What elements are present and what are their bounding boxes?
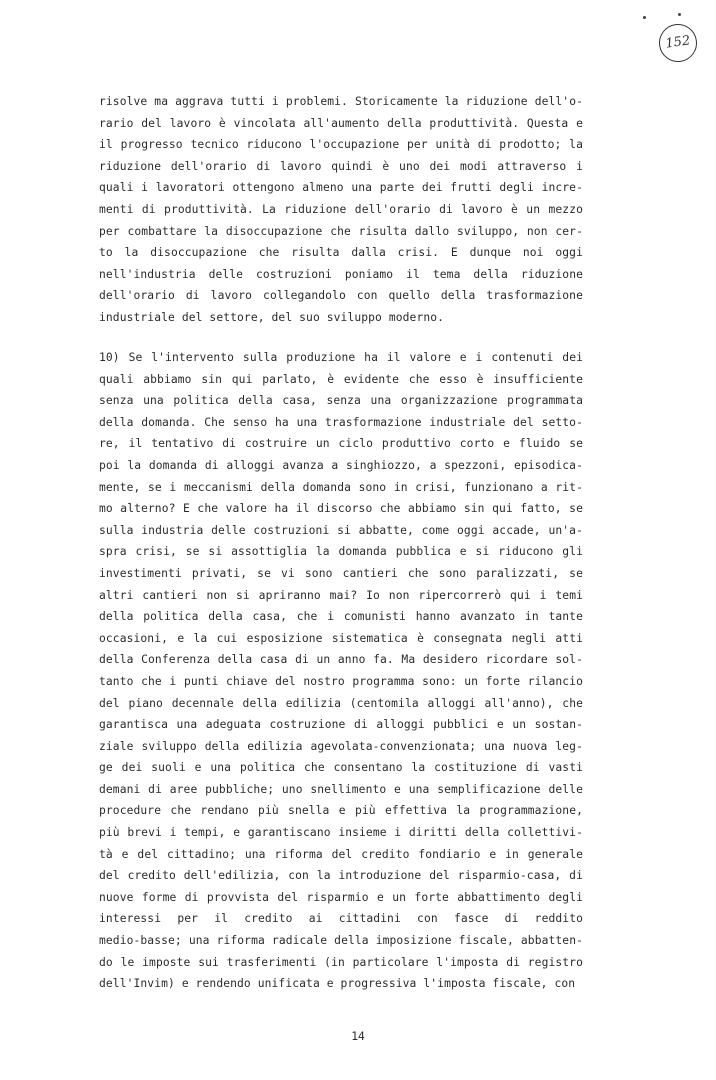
text-line: to la disoccupazione che risulta dalla crisi. E dunque noi oggi <box>99 246 583 260</box>
text-line: più brevi i tempi, e garantiscano insieme i diritti della collettivi- <box>99 826 583 840</box>
text-line: do le imposte sui trasferimenti (in particolare l'imposta di registro <box>99 955 583 969</box>
text-line: quali i lavoratori ottengono almeno una parte dei frutti degli incre- <box>99 181 583 195</box>
text-line: mente, se i meccanismi della domanda sono in crisi, funzionano a rit- <box>99 480 583 494</box>
text-line: della politica della casa, che i comunisti hanno avanzato in tante <box>99 610 583 624</box>
text-line: menti di produttività. La riduzione dell'orario di lavoro è un mezzo <box>99 202 583 216</box>
text-line: ziale sviluppo della edilizia agevolata-convenzionata; una nuova leg- <box>99 739 583 753</box>
speck-mark <box>678 13 681 16</box>
page-stamp: 152 <box>657 22 700 65</box>
text-line: il progresso tecnico riducono l'occupazione per unità di prodotto; la <box>99 138 583 152</box>
text-line: tanto che i punti chiave del nostro programma sono: un forte rilancio <box>99 674 583 688</box>
text-line: procedure che rendano più snella e più effettiva la programmazione, <box>99 804 583 818</box>
text-line: ge dei suoli e una politica che consentano la costituzione di vasti <box>99 761 583 775</box>
text-line: dell'orario di lavoro collegandolo con quello della trasformazione <box>99 289 583 303</box>
page-number: 14 <box>351 1030 365 1043</box>
text-line: per combattare la disoccupazione che risulta dallo sviluppo, non cer- <box>99 224 583 238</box>
text-line: riduzione dell'orario di lavoro quindi è uno dei modi attraverso i <box>99 159 583 173</box>
text-line: senza una politica della casa, senza una organizzazione programmata <box>99 394 583 408</box>
text-line: occasioni, e la cui esposizione sistematica è consegnata negli atti <box>99 631 583 645</box>
text-line: poi la domanda di alloggi avanza a singhiozzo, a spezzoni, episodica- <box>99 458 583 472</box>
text-line: risolve ma aggrava tutti i problemi. Storicamente la riduzione dell'o- <box>99 95 583 108</box>
text-line: nell'industria delle costruzioni poniamo il tema della riduzione <box>99 267 583 281</box>
speck-mark <box>643 16 646 19</box>
text-line: demani di aree pubbliche; uno snellimento e una semplificazione delle <box>99 782 583 796</box>
text-line: altri cantieri non si apriranno mai? Io non ripercorrerò qui i temi <box>99 588 583 602</box>
text-line: sulla industria delle costruzioni si abbatte, come oggi accade, un'a- <box>99 523 583 537</box>
text-line: nuove forme di provvista del risparmio e un forte abbattimento degli <box>99 890 583 904</box>
paragraph-2 <box>99 347 583 995</box>
text-line: del piano decennale della edilizia (centomila alloggi all'anno), che <box>99 696 583 710</box>
text-line: garantisca una adeguata costruzione di alloggi pubblici e un sostan- <box>99 718 583 732</box>
text-line: spra crisi, se si assottiglia la domanda pubblica e si riducono gli <box>99 545 583 559</box>
text-line: quali abbiamo sin qui parlato, è evidente che esso è insufficiente <box>99 372 583 386</box>
text-line: della domanda. Che senso ha una trasformazione industriale del setto- <box>99 415 583 429</box>
text-line: rario del lavoro è vincolata all'aumento della produttività. Questa e <box>99 116 583 130</box>
text-line: della Conferenza della casa di un anno fa. Ma desidero ricordare sol- <box>99 653 583 667</box>
text-line: industriale del settore, del suo sviluppo moderno. <box>99 310 445 324</box>
text-line: tà e del cittadino; una riforma del credito fondiario e in generale <box>99 847 583 861</box>
text-line: del credito dell'edilizia, con la introduzione del risparmio-casa, di <box>99 869 583 883</box>
text-line: medio-basse; una riforma radicale della imposizione fiscale, abbatten- <box>99 934 583 948</box>
text-line: interessi per il credito ai cittadini con fasce di reddito <box>99 912 583 926</box>
paragraph-1 <box>99 91 583 329</box>
text-line: investimenti privati, se vi sono cantieri che sono paralizzati, se <box>99 566 583 580</box>
text-line: mo alterno? E che valore ha il discorso che abbiamo sin qui fatto, se <box>99 502 583 516</box>
text-line: 10) Se l'intervento sulla produzione ha il valore e i contenuti dei <box>99 351 583 364</box>
text-line: re, il tentativo di costruire un ciclo produttivo corto e fluido se <box>99 437 583 451</box>
text-line: dell'Invim) e rendendo unificata e progressiva l'imposta fiscale, con <box>99 977 576 991</box>
